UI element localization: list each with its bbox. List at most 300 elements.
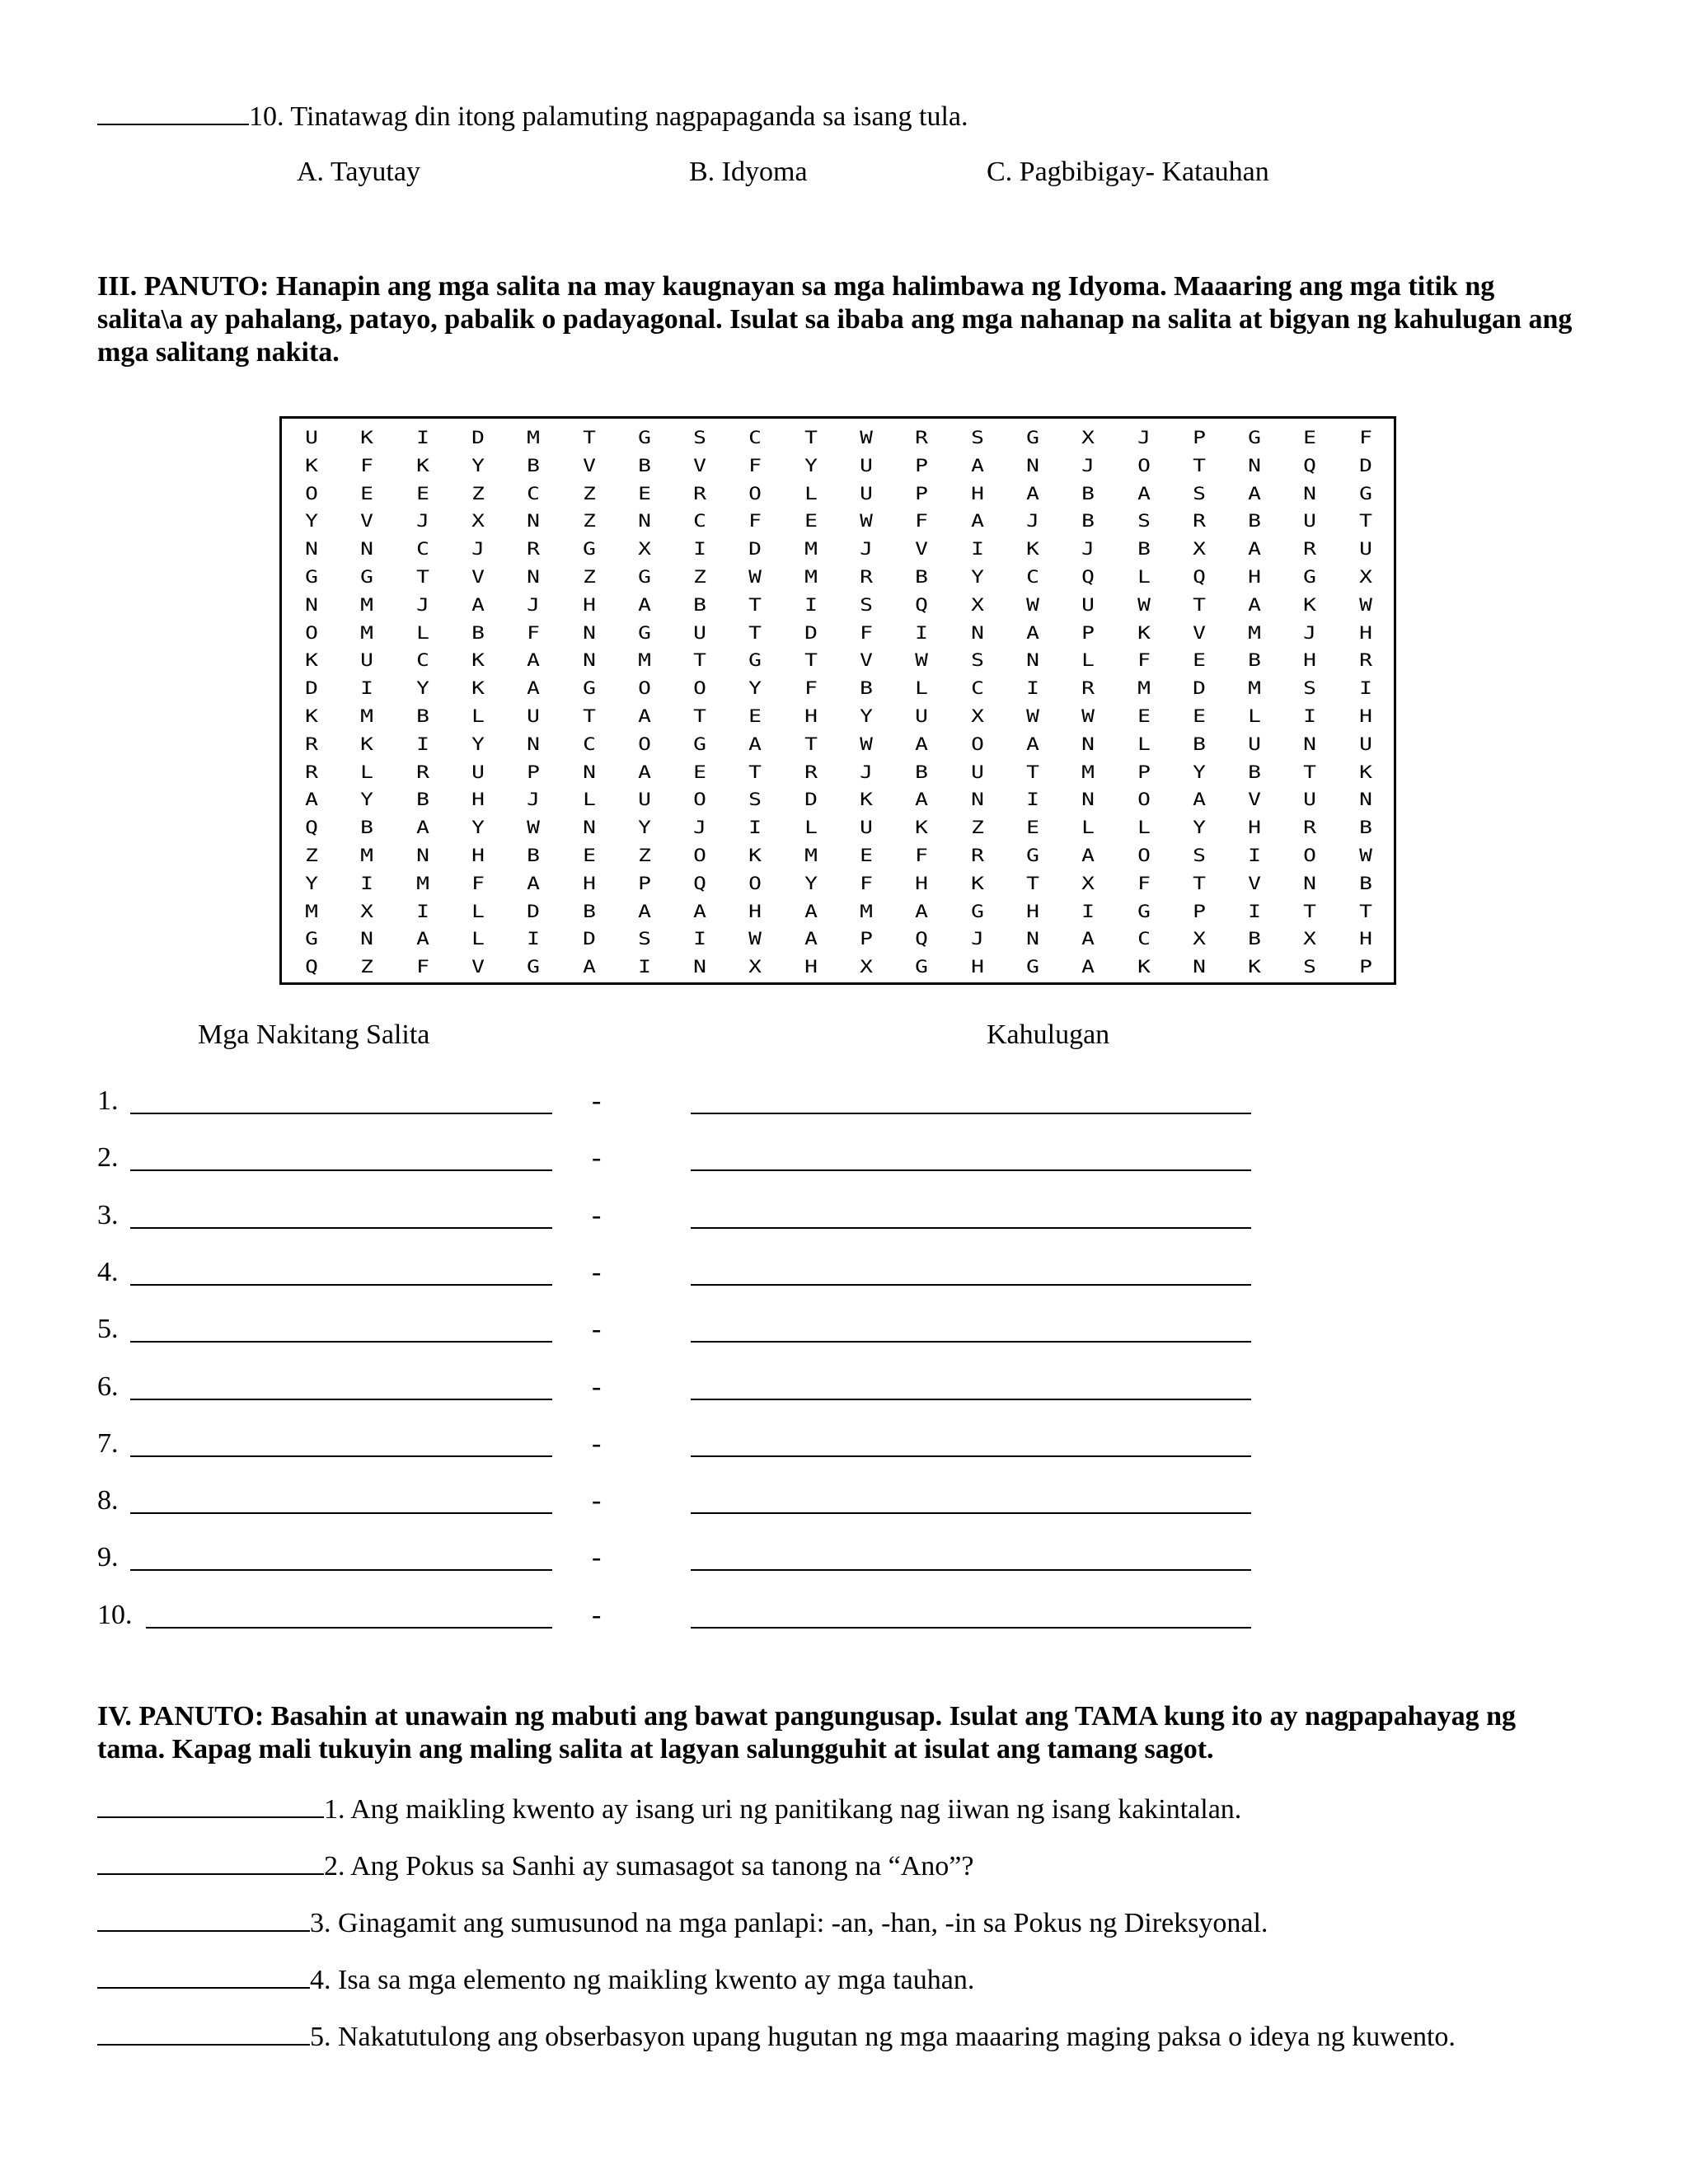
grid-letter[interactable]: Y <box>471 733 485 754</box>
grid-letter[interactable]: T <box>415 567 429 587</box>
grid-letter[interactable]: U <box>1303 790 1317 810</box>
grid-letter[interactable]: K <box>471 678 485 699</box>
grid-letter[interactable]: E <box>1192 650 1206 671</box>
grid-letter[interactable]: G <box>582 539 596 560</box>
grid-letter[interactable]: H <box>1025 901 1039 921</box>
grid-letter[interactable]: A <box>415 818 429 838</box>
grid-letter[interactable]: E <box>748 706 762 726</box>
grid-letter[interactable]: T <box>1025 873 1039 893</box>
grid-letter[interactable]: O <box>693 846 707 865</box>
grid-letter[interactable]: U <box>915 706 929 726</box>
grid-letter[interactable]: I <box>693 539 707 560</box>
grid-letter[interactable]: P <box>527 762 541 782</box>
grid-letter[interactable]: A <box>527 873 541 893</box>
grid-letter[interactable]: J <box>1081 539 1095 560</box>
grid-letter[interactable]: A <box>1248 539 1262 560</box>
grid-letter[interactable]: F <box>748 455 762 476</box>
word-answer-line[interactable] <box>146 1627 552 1629</box>
grid-letter[interactable]: Q <box>305 818 318 838</box>
grid-letter[interactable]: B <box>1248 762 1262 782</box>
grid-letter[interactable]: V <box>693 455 707 476</box>
grid-letter[interactable]: S <box>1192 483 1206 504</box>
grid-letter[interactable]: V <box>860 650 873 671</box>
grid-letter[interactable]: L <box>915 678 929 699</box>
grid-letter[interactable]: R <box>693 483 707 504</box>
grid-letter[interactable]: Q <box>693 873 707 893</box>
grid-letter[interactable]: W <box>1025 706 1039 726</box>
grid-letter[interactable]: N <box>415 846 429 865</box>
grid-letter[interactable]: W <box>860 428 873 448</box>
grid-letter[interactable]: D <box>527 901 541 921</box>
grid-letter[interactable]: O <box>970 733 984 754</box>
grid-letter[interactable]: Y <box>305 511 318 532</box>
grid-letter[interactable]: I <box>970 539 984 560</box>
grid-letter[interactable]: T <box>748 622 762 643</box>
grid-letter[interactable]: M <box>637 650 651 671</box>
grid-letter[interactable]: Y <box>471 455 485 476</box>
grid-letter[interactable]: N <box>305 594 318 615</box>
grid-letter[interactable]: T <box>804 733 818 754</box>
grid-letter[interactable]: A <box>915 901 929 921</box>
grid-letter[interactable]: D <box>804 622 818 643</box>
grid-letter[interactable]: X <box>360 901 374 921</box>
grid-letter[interactable]: P <box>1081 622 1095 643</box>
meaning-answer-line[interactable] <box>691 1399 1251 1400</box>
grid-letter[interactable]: J <box>1081 455 1095 476</box>
grid-letter[interactable]: U <box>1248 733 1262 754</box>
grid-letter[interactable]: G <box>637 567 651 587</box>
grid-letter[interactable]: N <box>1025 929 1039 949</box>
word-answer-line[interactable] <box>130 1512 552 1514</box>
meaning-answer-line[interactable] <box>691 1113 1251 1114</box>
grid-letter[interactable]: U <box>637 790 651 810</box>
grid-letter[interactable]: F <box>915 846 929 865</box>
grid-letter[interactable]: E <box>693 762 707 782</box>
grid-letter[interactable]: U <box>1081 594 1095 615</box>
grid-letter[interactable]: T <box>1358 901 1372 921</box>
grid-letter[interactable]: N <box>1303 483 1317 504</box>
grid-letter[interactable]: J <box>1303 622 1317 643</box>
grid-letter[interactable]: G <box>637 622 651 643</box>
grid-letter[interactable]: L <box>360 762 374 782</box>
grid-letter[interactable]: V <box>582 455 596 476</box>
grid-letter[interactable]: Q <box>915 594 929 615</box>
grid-letter[interactable]: W <box>915 650 929 671</box>
grid-letter[interactable]: M <box>360 594 374 615</box>
grid-letter[interactable]: L <box>804 483 818 504</box>
grid-letter[interactable]: O <box>748 483 762 504</box>
grid-letter[interactable]: K <box>748 846 762 865</box>
grid-letter[interactable]: Z <box>970 818 984 838</box>
grid-letter[interactable]: A <box>970 511 984 532</box>
grid-letter[interactable]: K <box>305 650 318 671</box>
grid-letter[interactable]: O <box>748 873 762 893</box>
grid-letter[interactable]: H <box>970 957 984 977</box>
grid-letter[interactable]: K <box>970 873 984 893</box>
grid-letter[interactable]: Y <box>305 873 318 893</box>
grid-letter[interactable]: N <box>1192 957 1206 977</box>
grid-letter[interactable]: U <box>860 483 873 504</box>
grid-letter[interactable]: I <box>415 901 429 921</box>
grid-letter[interactable]: M <box>804 846 818 865</box>
grid-letter[interactable]: A <box>1025 622 1039 643</box>
grid-letter[interactable]: E <box>415 483 429 504</box>
grid-letter[interactable]: I <box>1303 706 1317 726</box>
grid-letter[interactable]: B <box>527 455 541 476</box>
grid-letter[interactable]: A <box>1248 594 1262 615</box>
word-answer-line[interactable] <box>130 1284 552 1286</box>
grid-letter[interactable]: R <box>305 762 318 782</box>
grid-letter[interactable]: B <box>1081 511 1095 532</box>
grid-letter[interactable]: T <box>582 428 596 448</box>
grid-letter[interactable]: A <box>1081 846 1095 865</box>
grid-letter[interactable]: A <box>693 901 707 921</box>
grid-letter[interactable]: J <box>860 762 873 782</box>
grid-letter[interactable]: T <box>1192 594 1206 615</box>
grid-letter[interactable]: H <box>1303 650 1317 671</box>
grid-letter[interactable]: I <box>415 428 429 448</box>
grid-letter[interactable]: J <box>1137 428 1151 448</box>
grid-letter[interactable]: N <box>637 511 651 532</box>
grid-letter[interactable]: M <box>1248 678 1262 699</box>
grid-letter[interactable]: W <box>860 511 873 532</box>
grid-letter[interactable]: W <box>748 929 762 949</box>
grid-letter[interactable]: D <box>748 539 762 560</box>
grid-letter[interactable]: S <box>1137 511 1151 532</box>
grid-letter[interactable]: M <box>1081 762 1095 782</box>
grid-letter[interactable]: I <box>415 733 429 754</box>
answer-blank[interactable] <box>97 2019 310 2046</box>
grid-letter[interactable]: K <box>860 790 873 810</box>
grid-letter[interactable]: A <box>637 594 651 615</box>
grid-letter[interactable]: K <box>360 428 374 448</box>
grid-letter[interactable]: F <box>804 678 818 699</box>
grid-letter[interactable]: R <box>860 567 873 587</box>
grid-letter[interactable]: C <box>582 733 596 754</box>
grid-letter[interactable]: L <box>582 790 596 810</box>
grid-letter[interactable]: N <box>305 539 318 560</box>
grid-letter[interactable]: H <box>804 706 818 726</box>
grid-letter[interactable]: M <box>360 622 374 643</box>
grid-letter[interactable]: M <box>804 539 818 560</box>
grid-letter[interactable]: Z <box>637 846 651 865</box>
grid-letter[interactable]: L <box>471 929 485 949</box>
grid-letter[interactable]: L <box>1137 733 1151 754</box>
grid-letter[interactable]: C <box>415 539 429 560</box>
grid-letter[interactable]: N <box>693 957 707 977</box>
grid-letter[interactable]: A <box>637 901 651 921</box>
grid-letter[interactable]: W <box>1358 594 1372 615</box>
grid-letter[interactable]: G <box>305 929 318 949</box>
grid-letter[interactable]: H <box>1358 706 1372 726</box>
grid-letter[interactable]: S <box>860 594 873 615</box>
grid-letter[interactable]: B <box>860 678 873 699</box>
grid-letter[interactable]: Z <box>582 483 596 504</box>
grid-letter[interactable]: O <box>305 622 318 643</box>
grid-letter[interactable]: V <box>1248 790 1262 810</box>
grid-letter[interactable]: M <box>860 901 873 921</box>
meaning-answer-line[interactable] <box>691 1284 1251 1286</box>
grid-letter[interactable]: V <box>915 539 929 560</box>
grid-letter[interactable]: A <box>804 901 818 921</box>
grid-letter[interactable]: K <box>360 733 374 754</box>
word-answer-line[interactable] <box>130 1399 552 1400</box>
grid-letter[interactable]: B <box>915 567 929 587</box>
grid-letter[interactable]: K <box>1248 957 1262 977</box>
grid-letter[interactable]: I <box>360 678 374 699</box>
grid-letter[interactable]: F <box>1137 650 1151 671</box>
grid-letter[interactable]: B <box>1248 929 1262 949</box>
grid-letter[interactable]: I <box>527 929 541 949</box>
grid-letter[interactable]: Z <box>582 511 596 532</box>
grid-letter[interactable]: W <box>1081 706 1095 726</box>
grid-letter[interactable]: K <box>305 455 318 476</box>
grid-letter[interactable]: X <box>471 511 485 532</box>
grid-letter[interactable]: X <box>637 539 651 560</box>
grid-letter[interactable]: M <box>527 428 541 448</box>
grid-letter[interactable]: Y <box>1192 762 1206 782</box>
grid-letter[interactable]: M <box>804 567 818 587</box>
grid-letter[interactable]: D <box>1358 455 1372 476</box>
grid-letter[interactable]: M <box>1137 678 1151 699</box>
grid-letter[interactable]: X <box>1081 873 1095 893</box>
grid-letter[interactable]: A <box>415 929 429 949</box>
grid-letter[interactable]: Y <box>471 818 485 838</box>
grid-letter[interactable]: A <box>527 650 541 671</box>
grid-letter[interactable]: N <box>582 650 596 671</box>
grid-letter[interactable]: L <box>1248 706 1262 726</box>
grid-letter[interactable]: F <box>527 622 541 643</box>
grid-letter[interactable]: K <box>915 818 929 838</box>
grid-letter[interactable]: L <box>415 622 429 643</box>
grid-letter[interactable]: A <box>915 733 929 754</box>
grid-letter[interactable]: B <box>415 706 429 726</box>
grid-letter[interactable]: I <box>1248 901 1262 921</box>
word-answer-line[interactable] <box>130 1227 552 1229</box>
grid-letter[interactable]: O <box>637 733 651 754</box>
grid-letter[interactable]: U <box>1303 511 1317 532</box>
grid-letter[interactable]: N <box>1081 790 1095 810</box>
grid-letter[interactable]: V <box>471 567 485 587</box>
grid-letter[interactable]: H <box>471 790 485 810</box>
grid-letter[interactable]: X <box>1303 929 1317 949</box>
grid-letter[interactable]: P <box>1192 428 1206 448</box>
grid-letter[interactable]: Q <box>1081 567 1095 587</box>
grid-letter[interactable]: L <box>1137 818 1151 838</box>
grid-letter[interactable]: F <box>748 511 762 532</box>
grid-letter[interactable]: B <box>1192 733 1206 754</box>
grid-letter[interactable]: X <box>1081 428 1095 448</box>
grid-letter[interactable]: R <box>1303 539 1317 560</box>
grid-letter[interactable]: V <box>471 957 485 977</box>
grid-letter[interactable]: P <box>1358 957 1372 977</box>
grid-letter[interactable]: F <box>860 873 873 893</box>
grid-letter[interactable]: G <box>305 567 318 587</box>
meaning-answer-line[interactable] <box>691 1455 1251 1457</box>
grid-letter[interactable]: I <box>1025 678 1039 699</box>
grid-letter[interactable]: P <box>860 929 873 949</box>
grid-letter[interactable]: Z <box>582 567 596 587</box>
grid-letter[interactable]: G <box>360 567 374 587</box>
grid-letter[interactable]: T <box>748 594 762 615</box>
grid-letter[interactable]: Y <box>804 873 818 893</box>
grid-letter[interactable]: C <box>1025 567 1039 587</box>
grid-letter[interactable]: S <box>1192 846 1206 865</box>
grid-letter[interactable]: B <box>915 762 929 782</box>
grid-letter[interactable]: K <box>1025 539 1039 560</box>
grid-letter[interactable]: U <box>1358 733 1372 754</box>
grid-letter[interactable]: E <box>1303 428 1317 448</box>
grid-letter[interactable]: Z <box>693 567 707 587</box>
grid-letter[interactable]: F <box>915 511 929 532</box>
grid-letter[interactable]: U <box>860 818 873 838</box>
grid-letter[interactable]: R <box>970 846 984 865</box>
grid-letter[interactable]: X <box>970 706 984 726</box>
grid-letter[interactable]: N <box>582 762 596 782</box>
grid-letter[interactable]: N <box>527 567 541 587</box>
grid-letter[interactable]: O <box>305 483 318 504</box>
grid-letter[interactable]: B <box>1358 873 1372 893</box>
answer-blank[interactable] <box>97 1849 324 1875</box>
grid-letter[interactable]: N <box>527 733 541 754</box>
grid-letter[interactable]: A <box>582 957 596 977</box>
grid-letter[interactable]: G <box>1358 483 1372 504</box>
grid-letter[interactable]: F <box>360 455 374 476</box>
grid-letter[interactable]: E <box>804 511 818 532</box>
grid-letter[interactable]: M <box>305 901 318 921</box>
grid-letter[interactable]: T <box>693 706 707 726</box>
grid-letter[interactable]: T <box>804 650 818 671</box>
word-answer-line[interactable] <box>130 1169 552 1171</box>
grid-letter[interactable]: N <box>1248 455 1262 476</box>
grid-letter[interactable]: Y <box>804 455 818 476</box>
grid-letter[interactable]: A <box>1025 733 1039 754</box>
grid-letter[interactable]: G <box>970 901 984 921</box>
grid-letter[interactable]: S <box>748 790 762 810</box>
grid-letter[interactable]: Y <box>637 818 651 838</box>
grid-letter[interactable]: Y <box>415 678 429 699</box>
grid-letter[interactable]: B <box>471 622 485 643</box>
grid-letter[interactable]: R <box>804 762 818 782</box>
meaning-answer-line[interactable] <box>691 1341 1251 1343</box>
grid-letter[interactable]: H <box>748 901 762 921</box>
grid-letter[interactable]: I <box>804 594 818 615</box>
answer-blank[interactable] <box>97 1962 310 1989</box>
grid-letter[interactable]: Y <box>748 678 762 699</box>
grid-letter[interactable]: K <box>415 455 429 476</box>
grid-letter[interactable]: J <box>415 511 429 532</box>
grid-letter[interactable]: N <box>970 622 984 643</box>
grid-letter[interactable]: K <box>1303 594 1317 615</box>
answer-blank[interactable] <box>97 1905 310 1932</box>
grid-letter[interactable]: L <box>1137 567 1151 587</box>
grid-letter[interactable]: W <box>1358 846 1372 865</box>
grid-letter[interactable]: U <box>527 706 541 726</box>
grid-letter[interactable]: B <box>582 901 596 921</box>
grid-letter[interactable]: J <box>527 790 541 810</box>
grid-letter[interactable]: D <box>471 428 485 448</box>
grid-letter[interactable]: R <box>915 428 929 448</box>
grid-letter[interactable]: H <box>804 957 818 977</box>
grid-letter[interactable]: J <box>471 539 485 560</box>
grid-letter[interactable]: K <box>305 706 318 726</box>
grid-letter[interactable]: N <box>1303 873 1317 893</box>
grid-letter[interactable]: A <box>527 678 541 699</box>
grid-letter[interactable]: H <box>915 873 929 893</box>
grid-letter[interactable]: H <box>582 594 596 615</box>
grid-letter[interactable]: T <box>1303 901 1317 921</box>
grid-letter[interactable]: Y <box>360 790 374 810</box>
grid-letter[interactable]: G <box>582 678 596 699</box>
grid-letter[interactable]: B <box>1081 483 1095 504</box>
grid-letter[interactable]: X <box>1358 567 1372 587</box>
grid-letter[interactable]: H <box>970 483 984 504</box>
grid-letter[interactable]: N <box>1025 455 1039 476</box>
grid-letter[interactable]: D <box>804 790 818 810</box>
grid-letter[interactable]: C <box>970 678 984 699</box>
grid-letter[interactable]: Q <box>1303 455 1317 476</box>
grid-letter[interactable]: Z <box>360 957 374 977</box>
grid-letter[interactable]: I <box>1248 846 1262 865</box>
grid-letter[interactable]: E <box>360 483 374 504</box>
grid-letter[interactable]: H <box>1248 818 1262 838</box>
grid-letter[interactable]: X <box>970 594 984 615</box>
grid-letter[interactable]: T <box>582 706 596 726</box>
grid-letter[interactable]: U <box>471 762 485 782</box>
grid-letter[interactable]: Q <box>915 929 929 949</box>
grid-letter[interactable]: H <box>582 873 596 893</box>
grid-letter[interactable]: L <box>1081 650 1095 671</box>
grid-letter[interactable]: D <box>305 678 318 699</box>
grid-letter[interactable]: T <box>804 428 818 448</box>
grid-letter[interactable]: R <box>305 733 318 754</box>
grid-letter[interactable]: N <box>1303 733 1317 754</box>
grid-letter[interactable]: G <box>527 957 541 977</box>
grid-letter[interactable]: L <box>1081 818 1095 838</box>
grid-letter[interactable]: U <box>860 455 873 476</box>
grid-letter[interactable]: T <box>748 762 762 782</box>
grid-letter[interactable]: P <box>1137 762 1151 782</box>
grid-letter[interactable]: A <box>1137 483 1151 504</box>
grid-letter[interactable]: R <box>1303 818 1317 838</box>
grid-letter[interactable]: I <box>915 622 929 643</box>
grid-letter[interactable]: C <box>748 428 762 448</box>
grid-letter[interactable]: B <box>415 790 429 810</box>
grid-letter[interactable]: M <box>415 873 429 893</box>
grid-letter[interactable]: K <box>1358 762 1372 782</box>
grid-letter[interactable]: Y <box>860 706 873 726</box>
grid-letter[interactable]: B <box>1248 511 1262 532</box>
grid-letter[interactable]: F <box>415 957 429 977</box>
grid-letter[interactable]: N <box>582 622 596 643</box>
word-answer-line[interactable] <box>130 1113 552 1114</box>
grid-letter[interactable]: B <box>693 594 707 615</box>
grid-letter[interactable]: T <box>1025 762 1039 782</box>
grid-letter[interactable]: I <box>693 929 707 949</box>
word-answer-line[interactable] <box>130 1569 552 1571</box>
grid-letter[interactable]: I <box>1025 790 1039 810</box>
meaning-answer-line[interactable] <box>691 1569 1251 1571</box>
grid-letter[interactable]: U <box>693 622 707 643</box>
grid-letter[interactable]: W <box>1025 594 1039 615</box>
grid-letter[interactable]: Q <box>305 957 318 977</box>
grid-letter[interactable]: N <box>1358 790 1372 810</box>
grid-letter[interactable]: A <box>1248 483 1262 504</box>
grid-letter[interactable]: A <box>748 733 762 754</box>
grid-letter[interactable]: B <box>1358 818 1372 838</box>
grid-letter[interactable]: U <box>305 428 318 448</box>
grid-letter[interactable]: Y <box>1192 818 1206 838</box>
